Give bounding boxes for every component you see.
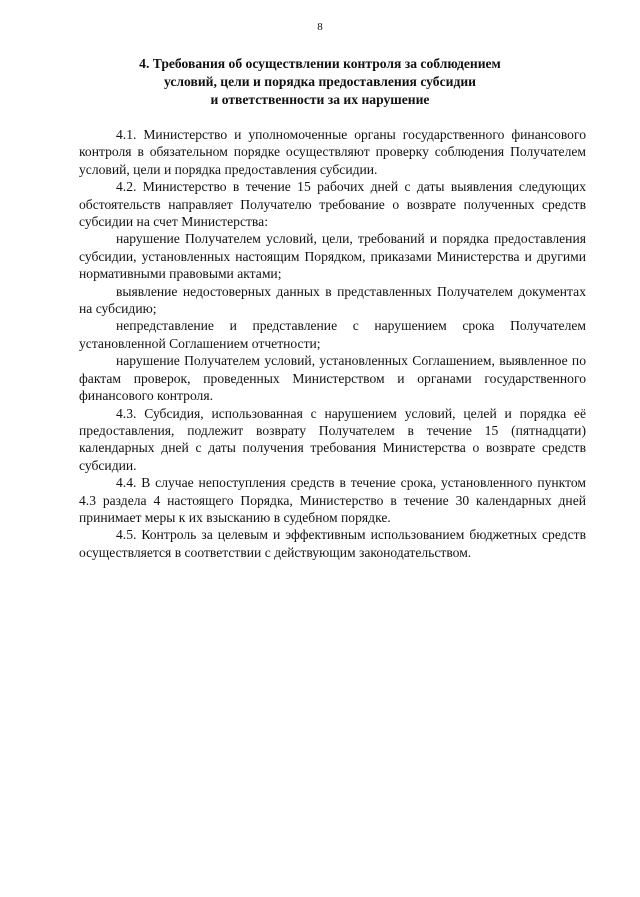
page-number: 8 xyxy=(317,21,323,33)
section-heading-line: 4. Требования об осуществлении контроля за соблюдением xyxy=(139,56,501,71)
paragraph-4-3: 4.3. Субсидия, использованная с нарушением условий, целей и порядка её предоставления, подлежит возврату Получателем в течение 15 (пятнадцати) календарных дней с даты получения требования Министерства о возврате средств субсидии. xyxy=(79,405,586,473)
list-item-reporting: непредставление и представление с нарушением срока Получателем установленной Соглашением отчетности; xyxy=(79,318,586,351)
section-heading xyxy=(70,55,570,109)
section-heading-line: условий, цели и порядка предоставления субсидии xyxy=(163,74,476,89)
paragraph-4-4: 4.4. В случае непоступления средств в течение срока, установленного пунктом 4.3 раздела 4 настоящего Порядка, Министерство в течение 30 календарных дней принимает меры к их взысканию в судебном порядке. xyxy=(79,475,586,525)
list-item-inspection: нарушение Получателем условий, установленных Соглашением, выявленное по фактам проверок, проведенных Министерством и органами государственного финансового контроля. xyxy=(79,353,586,404)
paragraph-4-1: 4.1. Министерство и уполномоченные органы государственного финансового контроля в обязательном порядке осуществляют проверку соблюдения Получателем условий, цели и порядка предоставления субсидии. xyxy=(79,127,586,177)
document-body xyxy=(79,126,586,561)
section-heading-line: и ответственности за их нарушение xyxy=(210,92,430,107)
list-item-false-data: выявление недостоверных данных в представленных Получателем документах на субсидию; xyxy=(79,283,586,317)
paragraph-4-5: 4.5. Контроль за целевым и эффективным использованием бюджетных средств осуществляется в соответствии с действующим законодательством. xyxy=(79,527,586,560)
paragraph-4-2: 4.2. Министерство в течение 15 рабочих дней с даты выявления следующих обстоятельств направляет Получателю требование о возврате полученных средств субсидии на счет Министерства: xyxy=(79,179,586,230)
list-item-violation: нарушение Получателем условий, цели, требований и порядка предоставления субсидии, установленных настоящим Порядком, приказами Министерства и другими нормативными правовыми актами; xyxy=(79,231,586,282)
